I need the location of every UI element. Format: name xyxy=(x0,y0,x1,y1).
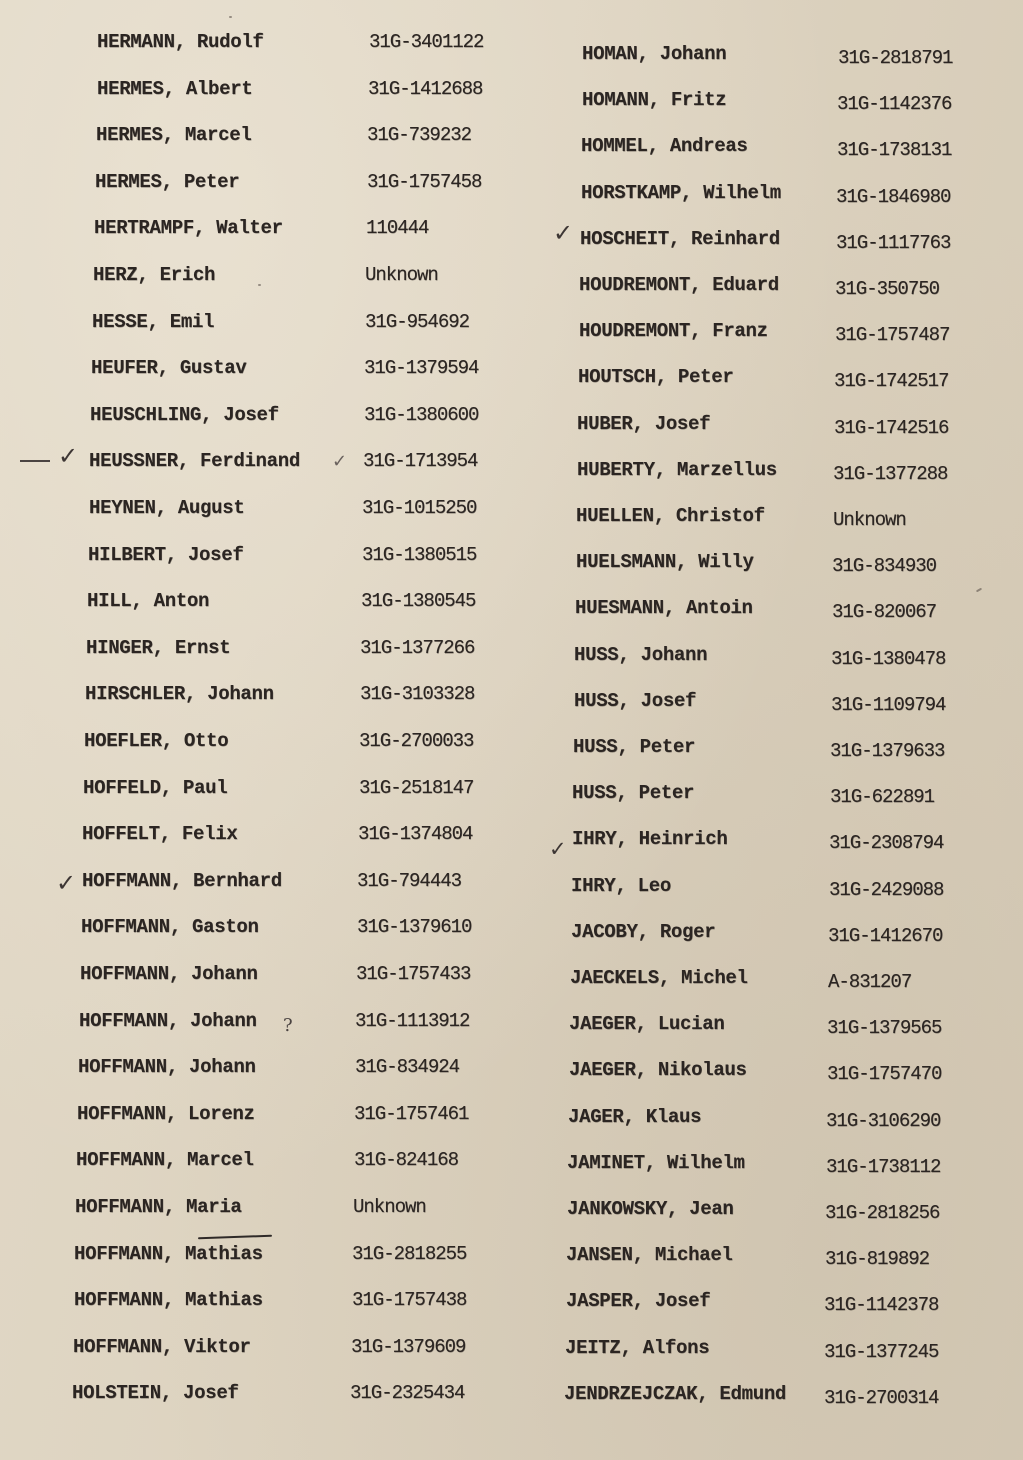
person-name: HOFFMANN, Johann xyxy=(78,1056,256,1079)
person-name: IHRY, Heinrich xyxy=(572,828,728,851)
service-number: 31G-2818791 xyxy=(838,47,953,69)
service-number: 31G-824168 xyxy=(354,1149,459,1172)
person-name: HOFFMANN, Lorenz xyxy=(77,1102,255,1125)
service-number: 31G-1142378 xyxy=(824,1294,939,1317)
service-number: Unknown xyxy=(833,509,906,531)
service-number: 31G-1379609 xyxy=(351,1335,466,1358)
person-name: HOEFLER, Otto xyxy=(84,730,229,752)
person-name: JAMINET, Wilhelm xyxy=(567,1151,745,1174)
paper-speck xyxy=(258,284,261,286)
person-name: JAEGER, Nikolaus xyxy=(569,1059,747,1082)
handwritten-check-mark-ihry: ✓ xyxy=(549,837,567,861)
person-name: HUBER, Josef xyxy=(577,412,711,435)
person-name: HEUFER, Gustav xyxy=(91,357,247,380)
service-number: 31G-1109794 xyxy=(831,693,946,716)
person-name: JAECKELS, Michel xyxy=(570,967,748,989)
handwritten-check-mark-hoffmann-bernhard: ✓ xyxy=(56,869,77,897)
paper-speck xyxy=(229,16,232,18)
service-number: 31G-1738131 xyxy=(837,139,952,162)
service-number: 31G-2818255 xyxy=(352,1242,467,1265)
person-name: HUBERTY, Marzellus xyxy=(577,458,777,481)
service-number: 31G-954692 xyxy=(365,310,470,333)
service-number: 31G-1379610 xyxy=(357,916,472,939)
service-number: A-831207 xyxy=(828,971,912,993)
service-number: 31G-2700033 xyxy=(359,730,474,752)
person-name: HOLSTEIN, Josef xyxy=(72,1382,239,1405)
service-number: 31G-1412670 xyxy=(828,924,943,947)
person-name: HOFFELD, Paul xyxy=(83,776,228,799)
person-name: HINGER, Ernst xyxy=(86,636,231,659)
person-name: IHRY, Leo xyxy=(571,874,671,897)
service-number: 31G-622891 xyxy=(830,786,935,809)
service-number: 31G-1757458 xyxy=(367,170,482,193)
person-name: HERMANN, Rudolf xyxy=(97,31,264,53)
service-number: 31G-1377245 xyxy=(824,1340,939,1363)
service-number: 31G-820067 xyxy=(832,601,937,624)
service-number: 31G-350750 xyxy=(835,278,940,300)
service-number: 31G-2308794 xyxy=(829,832,944,855)
service-number: 31G-1757433 xyxy=(356,963,471,985)
service-number: 31G-1742517 xyxy=(834,370,949,393)
person-name: JAEGER, Lucian xyxy=(569,1013,725,1036)
person-name: HUSS, Peter xyxy=(573,736,696,758)
person-name: JEITZ, Alfons xyxy=(565,1336,710,1359)
service-number: 31G-1738112 xyxy=(826,1155,941,1178)
person-name: JASPER, Josef xyxy=(566,1290,711,1313)
person-name: HOFFMANN, Marcel xyxy=(76,1149,254,1172)
person-name: HOFFMANN, Mathias xyxy=(74,1289,263,1312)
service-number: 31G-1142376 xyxy=(837,93,952,116)
service-number: 31G-1757438 xyxy=(352,1289,467,1312)
service-number: 31G-1380478 xyxy=(831,647,946,670)
person-name: HOFFMANN, Maria xyxy=(75,1196,242,1218)
person-name: JANKOWSKY, Jean xyxy=(567,1198,734,1220)
service-number: 110444 xyxy=(366,217,429,240)
person-name: HESSE, Emil xyxy=(92,310,215,333)
service-number: 31G-1117763 xyxy=(836,231,951,254)
person-name: JANSEN, Michael xyxy=(566,1244,733,1267)
service-number: 31G-1377288 xyxy=(833,462,948,485)
person-name: HOMAN, Johann xyxy=(582,43,727,65)
service-number: 31G-1713954 xyxy=(363,450,478,473)
service-number: 31G-1412688 xyxy=(368,77,483,100)
service-number: 31G-2429088 xyxy=(829,878,944,901)
person-name: HUSS, Peter xyxy=(572,782,695,805)
person-name: HUELLEN, Christof xyxy=(576,505,765,527)
person-name: JACOBY, Roger xyxy=(571,920,716,943)
service-number: 31G-1379594 xyxy=(364,357,479,380)
person-name: HERMES, Albert xyxy=(97,77,253,100)
service-number: 31G-1015250 xyxy=(362,497,477,519)
person-name: HEUSSNER, Ferdinand xyxy=(89,450,300,473)
person-name: HOUDREMONT, Franz xyxy=(579,320,768,343)
service-number: 31G-1742516 xyxy=(834,416,949,439)
service-number: 31G-2700314 xyxy=(824,1386,939,1409)
person-name: HOFFMANN, Mathias xyxy=(74,1242,263,1265)
service-number: 31G-1380600 xyxy=(364,403,479,426)
service-number: 31G-1380515 xyxy=(362,543,477,566)
person-name: HORSTKAMP, Wilhelm xyxy=(581,181,781,204)
person-name: HILBERT, Josef xyxy=(88,543,244,566)
person-name: HOFFMANN, Johann xyxy=(79,1009,257,1032)
service-number: 31G-3401122 xyxy=(369,31,484,53)
person-name: HOMANN, Fritz xyxy=(582,89,727,112)
service-number: 31G-1380545 xyxy=(361,590,476,613)
person-name: HUESMANN, Antoin xyxy=(575,597,753,620)
service-number: 31G-1379565 xyxy=(827,1017,942,1040)
person-name: HOFFELT, Felix xyxy=(82,823,238,846)
service-number: 31G-834924 xyxy=(355,1056,460,1079)
person-name: HEUSCHLING, Josef xyxy=(90,403,279,426)
service-number: 31G-2818256 xyxy=(825,1202,940,1224)
service-number: Unknown xyxy=(365,264,438,286)
service-number: 31G-1377266 xyxy=(360,636,475,659)
service-number: 31G-1379633 xyxy=(830,740,945,762)
person-name: HOUDREMONT, Eduard xyxy=(579,274,779,296)
service-number: 31G-819892 xyxy=(825,1248,930,1271)
person-name: HERZ, Erich xyxy=(93,264,216,286)
service-number: 31G-794443 xyxy=(357,869,462,892)
handwritten-question-mark: ? xyxy=(283,1015,293,1036)
person-name: HOFFMANN, Johann xyxy=(80,963,258,985)
person-name: HOFFMANN, Bernhard xyxy=(82,869,282,892)
person-name: HUSS, Johann xyxy=(574,643,708,666)
service-number: 31G-1846980 xyxy=(836,185,951,208)
service-number: 31G-2518147 xyxy=(359,776,474,799)
service-number: 31G-1757461 xyxy=(354,1102,469,1125)
person-name: HIRSCHLER, Johann xyxy=(85,683,274,706)
person-name: HILL, Anton xyxy=(87,590,210,613)
service-number: Unknown xyxy=(353,1196,426,1218)
person-name: HEYNEN, August xyxy=(89,497,245,519)
person-name: HUELSMANN, Willy xyxy=(576,551,754,574)
service-number: 31G-834930 xyxy=(832,555,937,578)
handwritten-check-mark-heussner-number: ✓ xyxy=(332,451,348,472)
person-name: JENDRZEJCZAK, Edmund xyxy=(564,1382,787,1405)
person-name: HERMES, Peter xyxy=(95,170,240,193)
service-number: 31G-1757487 xyxy=(835,324,950,347)
handwritten-dash-mark xyxy=(20,460,50,462)
service-number: 31G-1374804 xyxy=(358,823,473,846)
service-number: 31G-1757470 xyxy=(827,1063,942,1086)
handwritten-check-mark-heussner: ✓ xyxy=(58,442,79,470)
service-number: 31G-3106290 xyxy=(826,1109,941,1132)
handwritten-check-mark-hoscheit: ✓ xyxy=(553,219,574,247)
person-name: HOUTSCH, Peter xyxy=(578,366,734,389)
person-name: HOFFMANN, Viktor xyxy=(73,1335,251,1358)
person-name: HUSS, Josef xyxy=(574,689,697,712)
person-name: HOFFMANN, Gaston xyxy=(81,916,259,939)
service-number: 31G-2325434 xyxy=(350,1382,465,1405)
person-name: HOMMEL, Andreas xyxy=(581,135,748,158)
person-name: HERTRAMPF, Walter xyxy=(94,217,283,240)
service-number: 31G-1113912 xyxy=(355,1009,470,1032)
person-name: HOSCHEIT, Reinhard xyxy=(580,227,780,250)
person-name: HERMES, Marcel xyxy=(96,124,252,147)
person-name: JAGER, Klaus xyxy=(568,1105,702,1128)
service-number: 31G-3103328 xyxy=(360,683,475,706)
service-number: 31G-739232 xyxy=(367,124,472,147)
